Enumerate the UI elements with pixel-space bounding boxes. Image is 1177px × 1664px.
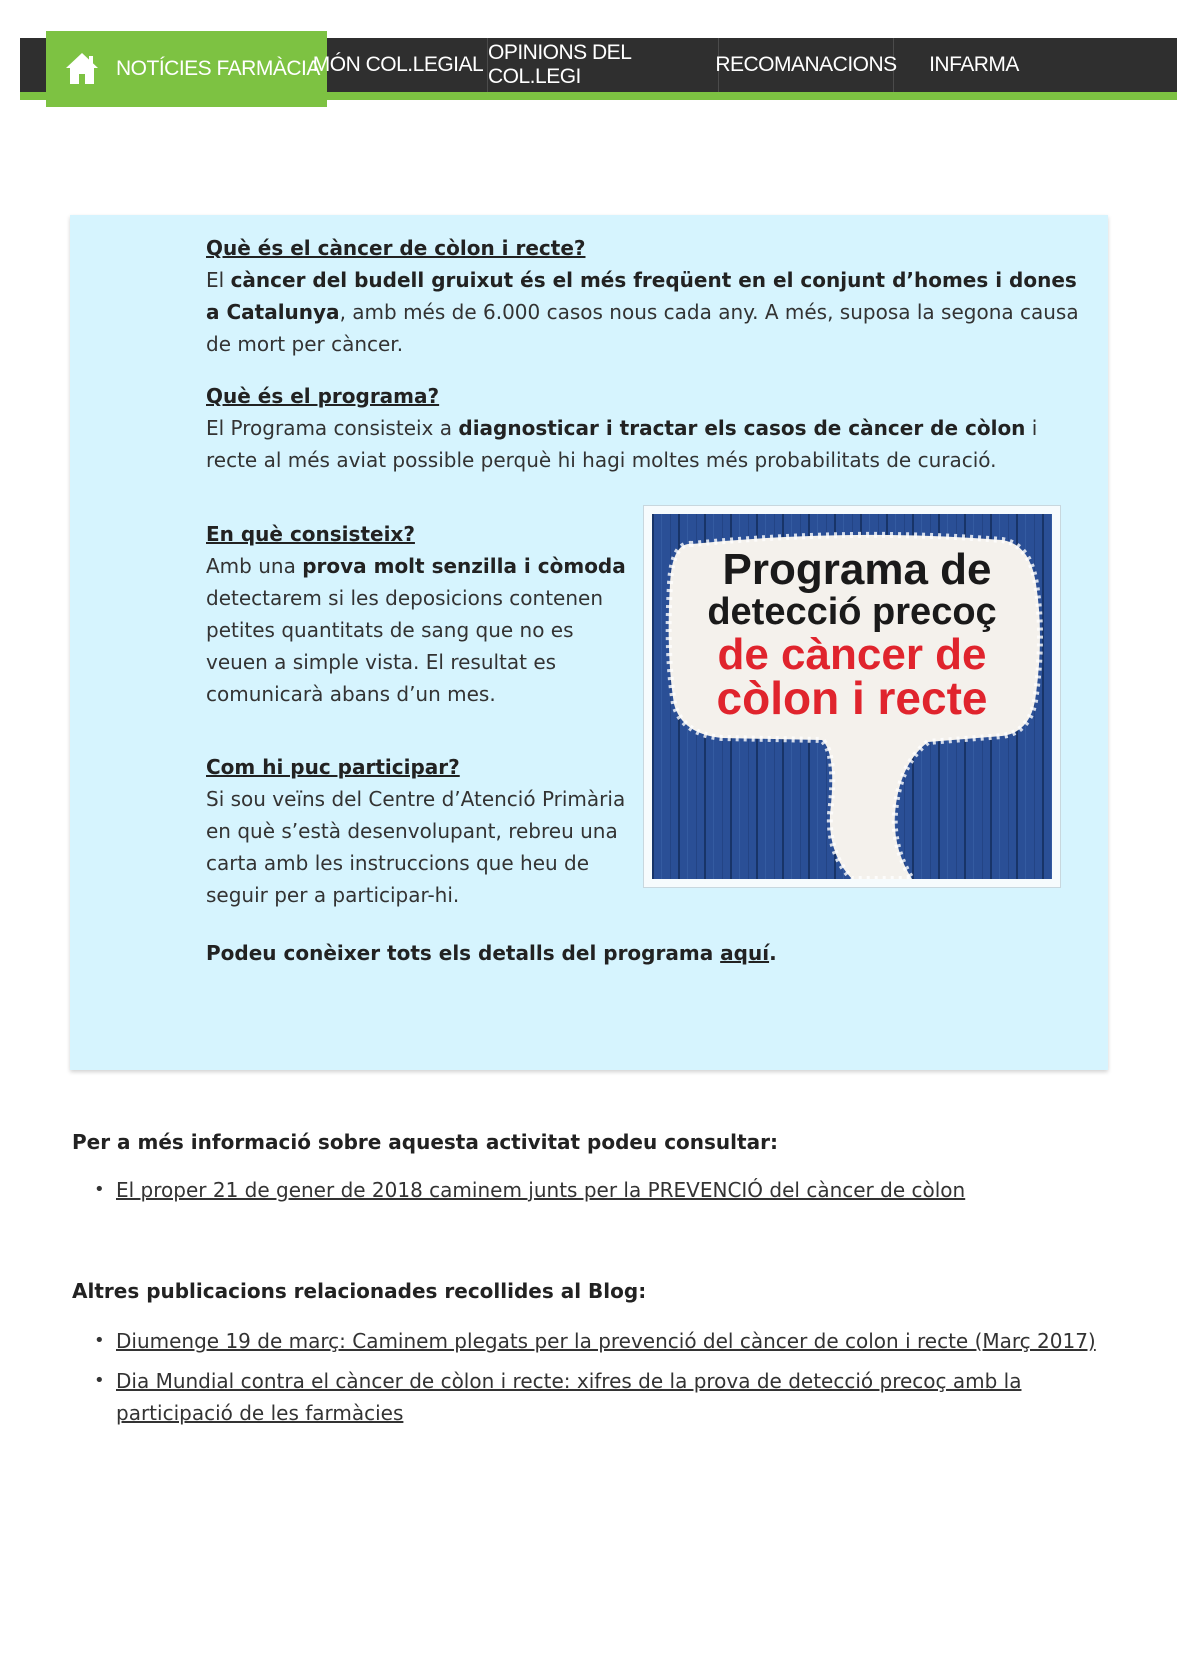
related-links	[72, 1325, 1132, 1429]
section-how-participate	[206, 751, 626, 911]
details-end: .	[769, 941, 777, 965]
nav-home-tab[interactable]	[46, 31, 327, 107]
nav-item-mon-collegial[interactable]: MÓN COL.LEGIAL	[309, 38, 488, 92]
section-title: Com hi puc participar?	[206, 755, 460, 779]
poster-artwork	[652, 514, 1052, 879]
bullet-icon: •	[94, 1179, 105, 1200]
section-what-is-cancer	[206, 232, 1086, 360]
more-info-section	[72, 1130, 1132, 1206]
bullet-icon: •	[94, 1370, 105, 1391]
section-title: En què consisteix?	[206, 522, 415, 546]
top-navbar	[20, 38, 1177, 100]
section-body	[206, 264, 1086, 360]
poster-line-1: Programa de	[722, 545, 992, 594]
list-item	[94, 1174, 1132, 1206]
section-body	[206, 550, 626, 710]
poster-svg	[652, 514, 1052, 879]
list-item	[94, 1325, 1132, 1357]
details-link[interactable]: aquí	[720, 941, 770, 965]
nav-item-opinions[interactable]: OPINIONS DEL COL.LEGI	[488, 38, 719, 92]
nav-home-label: NOTÍCIES FARMÀCIA	[116, 57, 320, 80]
body-text: El Programa consisteix a	[206, 416, 459, 440]
section-details	[206, 937, 1086, 969]
more-info-links	[72, 1174, 1132, 1206]
details-text: Podeu conèixer tots els detalls del programa	[206, 941, 721, 965]
body-text: i recte al més aviat possible perquè hi hagi moltes més probabilitats de curació.	[206, 416, 1038, 472]
bullet-icon: •	[94, 1330, 105, 1351]
body-bold: prova molt senzilla i còmoda	[302, 554, 626, 578]
section-title: Què és el càncer de còlon i recte?	[206, 236, 586, 260]
section-what-is-program	[206, 380, 1086, 476]
nav-item-infarma[interactable]: INFARMA	[929, 53, 1019, 76]
related-link[interactable]: Diumenge 19 de març: Caminem plegats per la prevenció del càncer de colon i recte (Març 2017)	[116, 1329, 1096, 1353]
more-info-heading: Per a més informació sobre aquesta activitat podeu consultar:	[72, 1130, 778, 1154]
body-text: , amb més de 6.000 casos nous cada any. A més, suposa la segona causa de mort per càncer.	[206, 300, 1079, 356]
program-info-box	[70, 215, 1108, 1070]
body-text: detectarem si les deposicions contenen petites quantitats de sang que no es veuen a simple vista. El resultat es comunicarà abans d’un mes.	[206, 586, 604, 706]
body-bold: diagnosticar i tractar els casos de càncer de còlon	[458, 416, 1026, 440]
related-link[interactable]: Dia Mundial contra el càncer de còlon i recte: xifres de la prova de detecció precoç amb la participació de les farmàcies	[116, 1369, 1022, 1425]
section-body	[206, 412, 1086, 476]
section-body: Si sou veïns del Centre d’Atenció Primària en què s’està desenvolupant, rebreu una carta amb les instruccions que heu de seguir per a participar-hi.	[206, 787, 626, 907]
more-info-link[interactable]: El proper 21 de gener de 2018 caminem junts per la PREVENCIÓ del càncer de còlon	[116, 1178, 966, 1202]
related-posts-section	[72, 1279, 1132, 1429]
list-item	[94, 1365, 1036, 1429]
body-bold: càncer del budell gruixut és el més freqüent en el conjunt d’homes i dones a Catalunya	[206, 268, 1077, 324]
poster-line-2: detecció precoç	[707, 591, 997, 633]
section-what-it-consists	[206, 518, 626, 710]
home-icon	[62, 49, 102, 89]
program-poster-image	[643, 505, 1061, 888]
body-text: El	[206, 268, 231, 292]
nav-item-recomanacions[interactable]: RECOMANACIONS	[719, 38, 894, 92]
related-heading: Altres publicacions relacionades recollides al Blog:	[72, 1279, 647, 1303]
section-title: Què és el programa?	[206, 384, 440, 408]
poster-line-3: de càncer de	[717, 630, 987, 679]
poster-line-4: còlon i recte	[716, 672, 988, 724]
body-text: Amb una	[206, 554, 303, 578]
